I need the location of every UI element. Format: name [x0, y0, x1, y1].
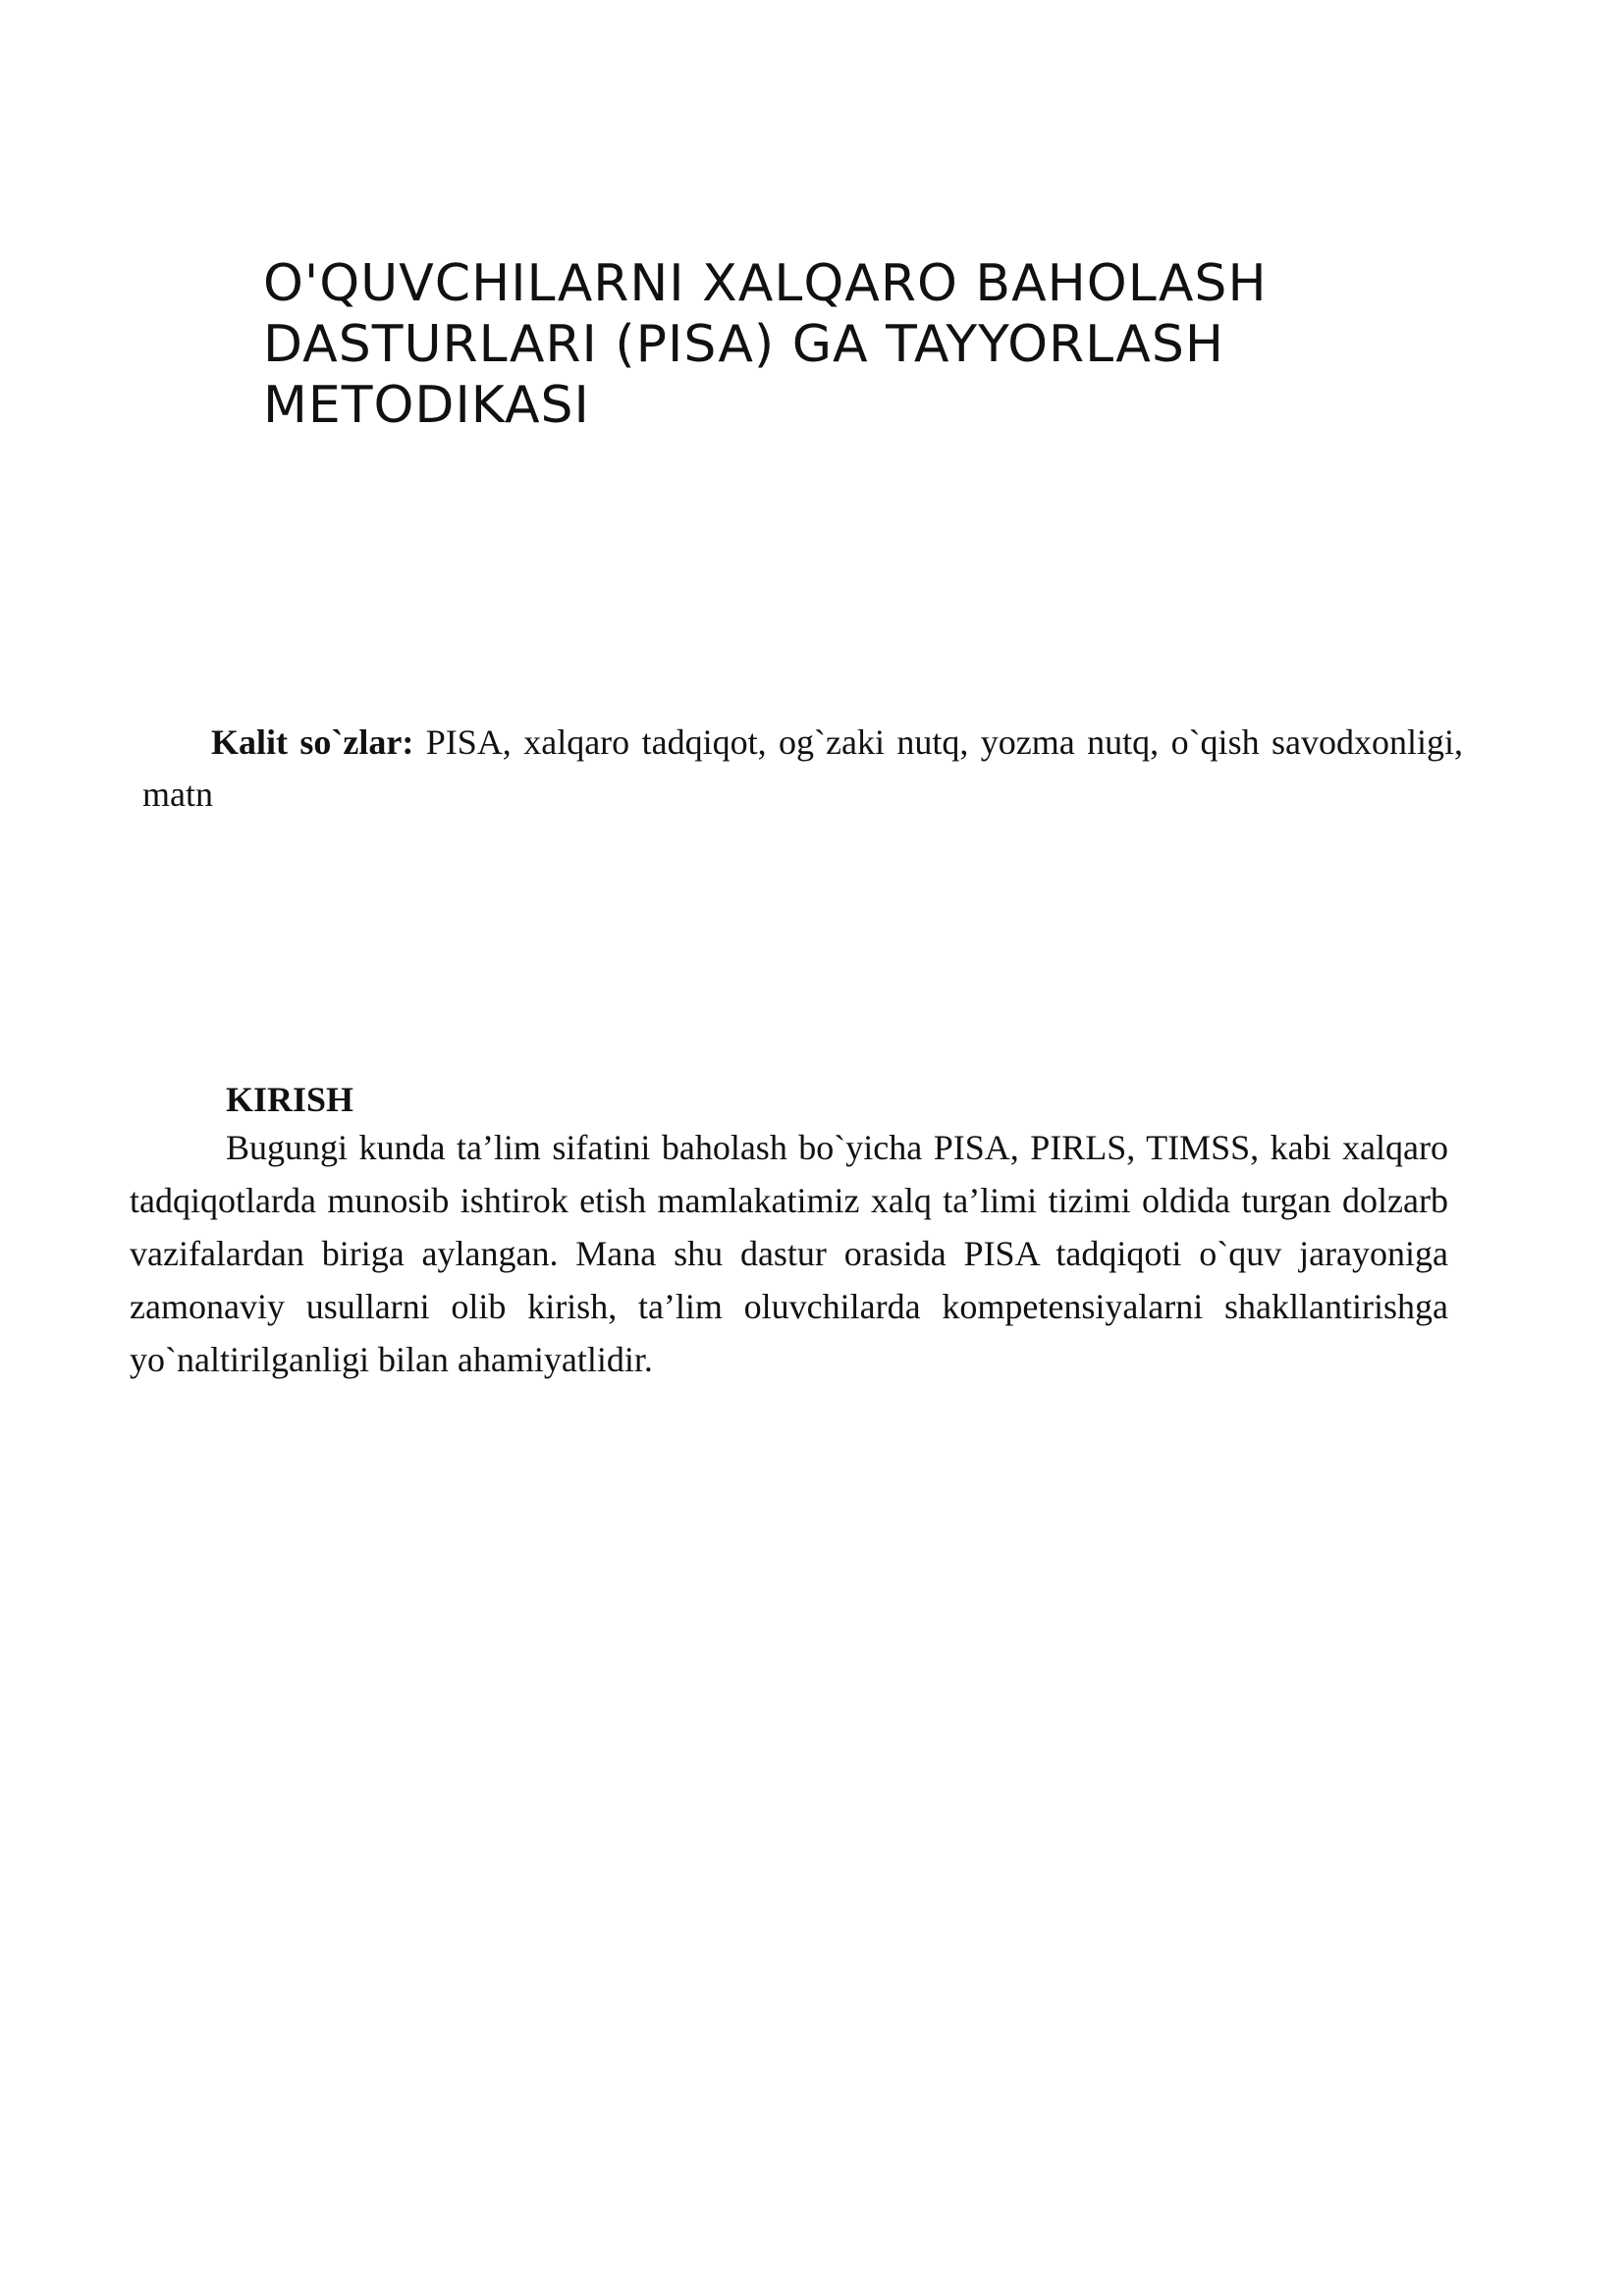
keywords-text: PISA, xalqaro tadqiqot, og`zaki nutq, yozma nutq, o`qish savodxonligi, matn — [142, 722, 1463, 814]
keywords-label: Kalit so`zlar: — [211, 722, 414, 762]
title-line-2: DASTURLARI (PISA) GA TAYYORLASH — [263, 315, 1224, 374]
section-heading: KIRISH — [226, 1080, 354, 1119]
title-line-1: O'QUVCHILARNI XALQARO BAHOLASH — [263, 254, 1268, 313]
intro-paragraph: Bugungi kunda ta’lim sifatini baholash bo`yicha PISA, PIRLS, TIMSS, kabi xalqaro tadqiqotlarda munosib ishtirok etish mamlakatimiz xalq ta’limi tizimi oldida turgan dolzarb vazifalardan biriga aylangan. Mana shu dastur orasida PISA tadqiqoti o`quv jarayoniga zamonaviy usullarni olib kirish, ta’lim oluvchilarda kompetensiyalarni shakllantirishga yo`naltirilganligi bilan ahamiyatlidir. — [130, 1128, 1448, 1379]
title-line-3: METODIKASI — [263, 376, 590, 435]
document-title — [263, 253, 1343, 436]
keywords-paragraph — [142, 717, 1463, 821]
